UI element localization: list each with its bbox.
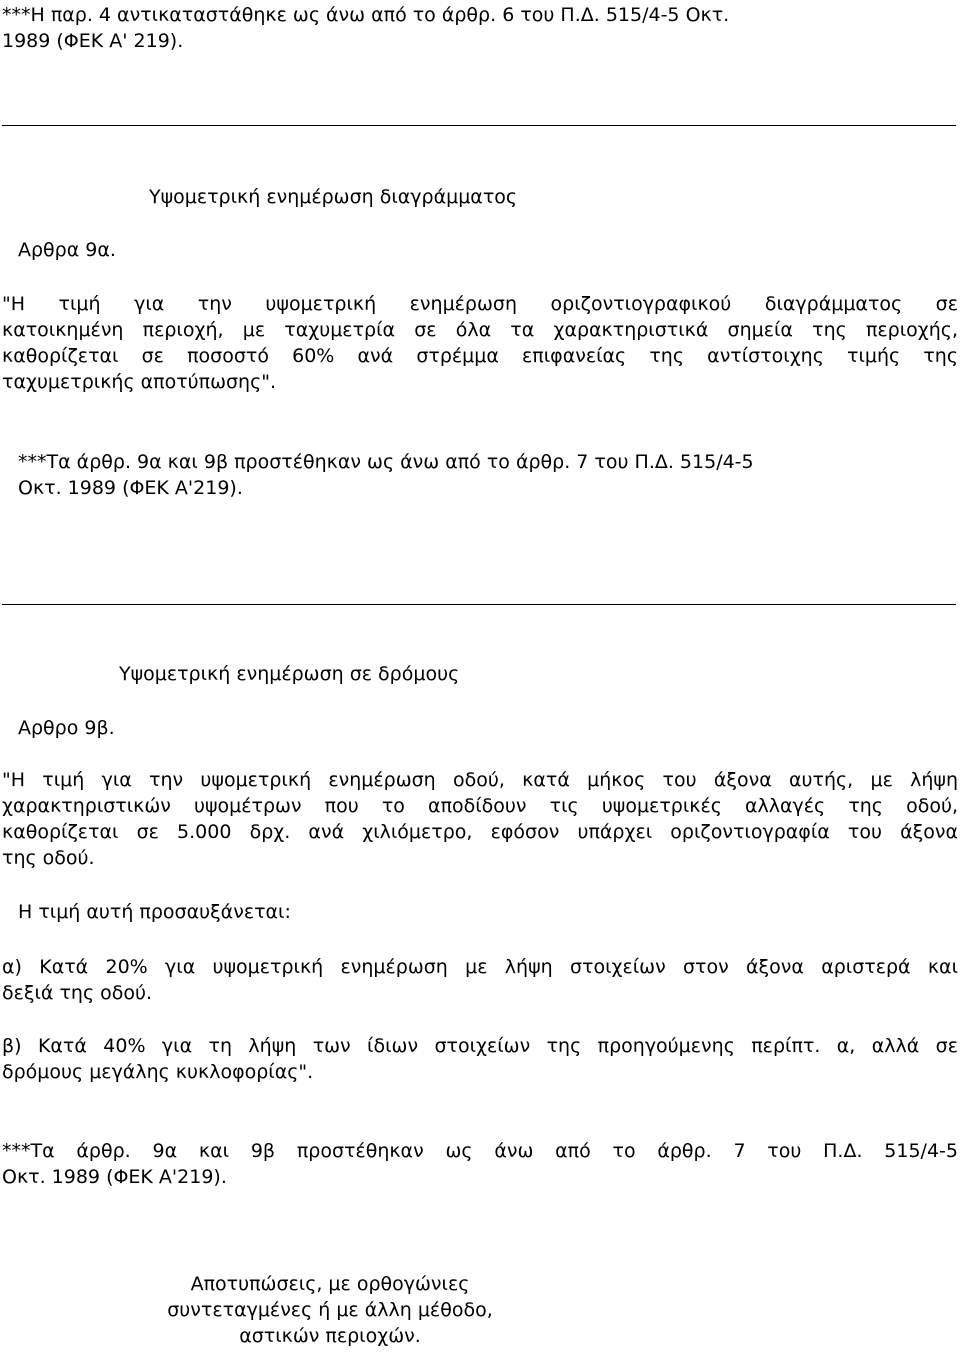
- section-9a-label: Αρθρα 9α.: [18, 239, 116, 261]
- section-9b-item-b: [2, 1033, 958, 1085]
- section-9b-note-line: ***Τα άρθρ. 9α και 9β προστέθηκαν ως άνω από το άρθρ. 7 του Π.Δ. 515/4-5: [2, 1140, 958, 1162]
- section-9a-body: [2, 291, 958, 395]
- section-9b-label: Αρθρο 9β.: [18, 717, 115, 739]
- top-note-line-2: 1989 (ΦΕΚ Α' 219).: [2, 30, 184, 52]
- divider-2: [2, 604, 956, 605]
- section-9a-note-line-2: Οκτ. 1989 (ΦΕΚ Α'219).: [18, 477, 243, 499]
- section-9b-item-b-line: δρόμους μεγάλης κυκλοφορίας".: [2, 1061, 314, 1083]
- section-9b-note-line: Οκτ. 1989 (ΦΕΚ Α'219).: [2, 1166, 227, 1188]
- section-9b-body-line: καθορίζεται σε 5.000 δρχ. ανά χιλιόμετρο, εφόσον υπάρχει οριζοντιογραφία του άξονα: [2, 821, 958, 843]
- footer-heading-line: αστικών περιοχών.: [239, 1325, 421, 1347]
- footer-heading: [110, 1271, 550, 1349]
- section-9b-item-a-line: δεξιά της οδού.: [2, 982, 153, 1004]
- section-9a-title: Υψομετρική ενημέρωση διαγράμματος: [149, 186, 518, 208]
- section-9b-title: Υψομετρική ενημέρωση σε δρόμους: [119, 663, 460, 685]
- section-9b-body-line: χαρακτηριστικών υψομέτρων που το αποδίδουν τις υψομετρικές αλλαγές της οδού,: [2, 795, 958, 817]
- section-9a-body-line: καθορίζεται σε ποσοστό 60% ανά στρέμμα επιφανείας της αντίστοιχης τιμής της: [2, 345, 958, 367]
- top-note-line-1: ***Η παρ. 4 αντικαταστάθηκε ως άνω από το άρθρ. 6 του Π.Δ. 515/4-5 Οκτ.: [2, 4, 730, 26]
- section-9b-item-b-line: β) Κατά 40% για τη λήψη των ίδιων στοιχείων της προηγούμενης περίπτ. α, αλλά σε: [2, 1035, 958, 1057]
- section-9a-body-line: ταχυμετρικής αποτύπωσης".: [2, 371, 277, 393]
- footer-heading-line: συντεταγμένες ή με άλλη μέθοδο,: [167, 1299, 493, 1321]
- section-9b-note: [2, 1138, 958, 1190]
- section-9a-body-line: "Η τιμή για την υψομετρική ενημέρωση οριζοντιογραφικού διαγράμματος σε: [2, 293, 958, 315]
- section-9a-body-line: κατοικημένη περιοχή, με ταχυμετρία σε όλα τα χαρακτηριστικά σημεία της περιοχής,: [2, 319, 958, 341]
- divider-1: [2, 125, 956, 126]
- section-9b-body: [2, 767, 958, 871]
- footer-heading-line: Αποτυπώσεις, με ορθογώνιες: [190, 1273, 470, 1295]
- section-9b-body-line: "Η τιμή για την υψομετρική ενημέρωση οδού, κατά μήκος του άξονα αυτής, με λήψη: [2, 769, 958, 791]
- section-9a-note-line-1: ***Τα άρθρ. 9α και 9β προστέθηκαν ως άνω από το άρθρ. 7 του Π.Δ. 515/4-5: [18, 451, 754, 473]
- section-9b-item-a-line: α) Κατά 20% για υψομετρική ενημέρωση με λήψη στοιχείων στον άξονα αριστερά και: [2, 956, 958, 978]
- section-9b-increase-intro: Η τιμή αυτή προσαυξάνεται:: [18, 901, 291, 923]
- section-9b-item-a: [2, 954, 958, 1006]
- section-9b-body-line: της οδού.: [2, 847, 95, 869]
